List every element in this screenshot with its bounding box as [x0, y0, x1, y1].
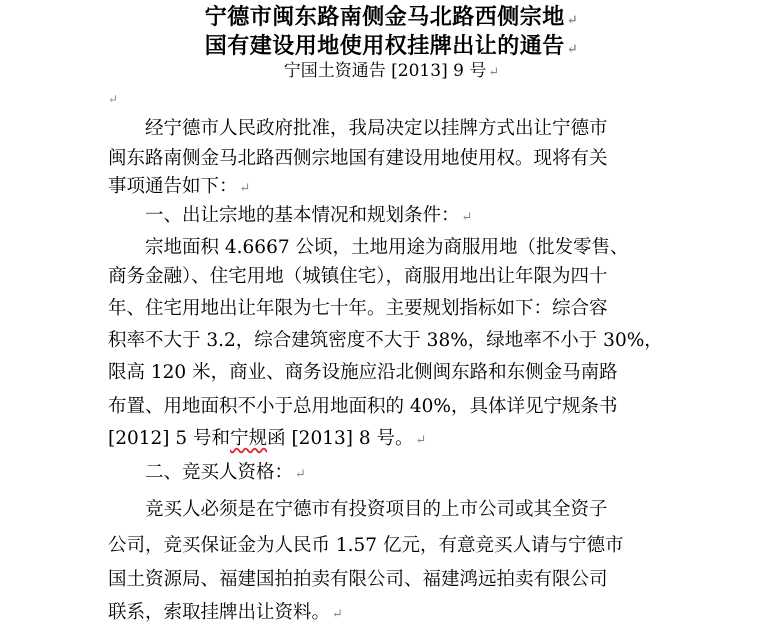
empty-paragraph-mark-icon: ↵	[108, 92, 119, 106]
paragraph-mark-icon: ↵	[488, 65, 500, 80]
paragraph-mark-icon: ↵	[415, 433, 427, 448]
section2-line-4: 联系，索取挂牌出让资料。 ↵	[108, 602, 343, 623]
intro-line-1: 经宁德市人民政府批准，我局决定以挂牌方式出让宁德市	[108, 118, 608, 139]
section1-line-2: 商务金融）、住宅用地（城镇住宅），商服用地出让年限为四十	[108, 266, 608, 287]
section1-line-1: 宗地面积 4.6667 公顷，土地用途为商服用地（批发零售、	[108, 237, 629, 258]
document-reference: 宁国土资通告 [2013] 9 号 ↵	[283, 61, 500, 81]
paragraph-mark-icon: ↵	[239, 181, 251, 196]
section2-heading: 二、竞买人资格： ↵	[108, 462, 306, 483]
section1-line-5: 限高 120 米，商业、商务设施应沿北侧闽东路和东侧金马南路	[108, 362, 618, 383]
section1-line-3: 年、住宅用地出让年限为七十年。主要规划指标如下：综合容	[108, 298, 608, 319]
section1-heading: 一、出让宗地的基本情况和规划条件： ↵	[108, 205, 473, 226]
section2-line-2: 公司，竞买保证金为人民币 1.57 亿元，有意竞买人请与宁德市	[108, 535, 624, 556]
intro-line-2: 闽东路南侧金马北路西侧宗地国有建设用地使用权。现将有关	[108, 148, 608, 169]
section2-line-1: 竞买人必须是在宁德市有投资项目的上市公司或其全资子	[108, 499, 608, 520]
section1-line-6: 布置、用地面积不小于总用地面积的 40%，具体详见宁规条书	[108, 396, 618, 417]
title-line-1: 宁德市闽东路南侧金马北路西侧宗地 ↵	[204, 4, 579, 30]
paragraph-mark-icon: ↵	[295, 467, 306, 482]
paragraph-mark-icon: ↵	[566, 13, 579, 28]
section1-line-7: [2012] 5 号和宁规函 [2013] 8 号。 ↵	[108, 428, 427, 449]
spellcheck-underline: 宁规	[230, 428, 268, 449]
intro-line-3: 事项通告如下： ↵	[108, 176, 251, 197]
title-line-2: 国有建设用地使用权挂牌出让的通告 ↵	[204, 33, 579, 59]
paragraph-mark-icon: ↵	[461, 210, 473, 225]
paragraph-mark-icon: ↵	[332, 607, 343, 622]
section2-line-3: 国土资源局、福建国拍拍卖有限公司、福建鸿远拍卖有限公司	[108, 569, 608, 590]
section1-line-4: 积率不大于 3.2，综合建筑密度不大于 38%，绿地率不小于 30%，	[108, 330, 663, 351]
paragraph-mark-icon: ↵	[566, 42, 579, 57]
